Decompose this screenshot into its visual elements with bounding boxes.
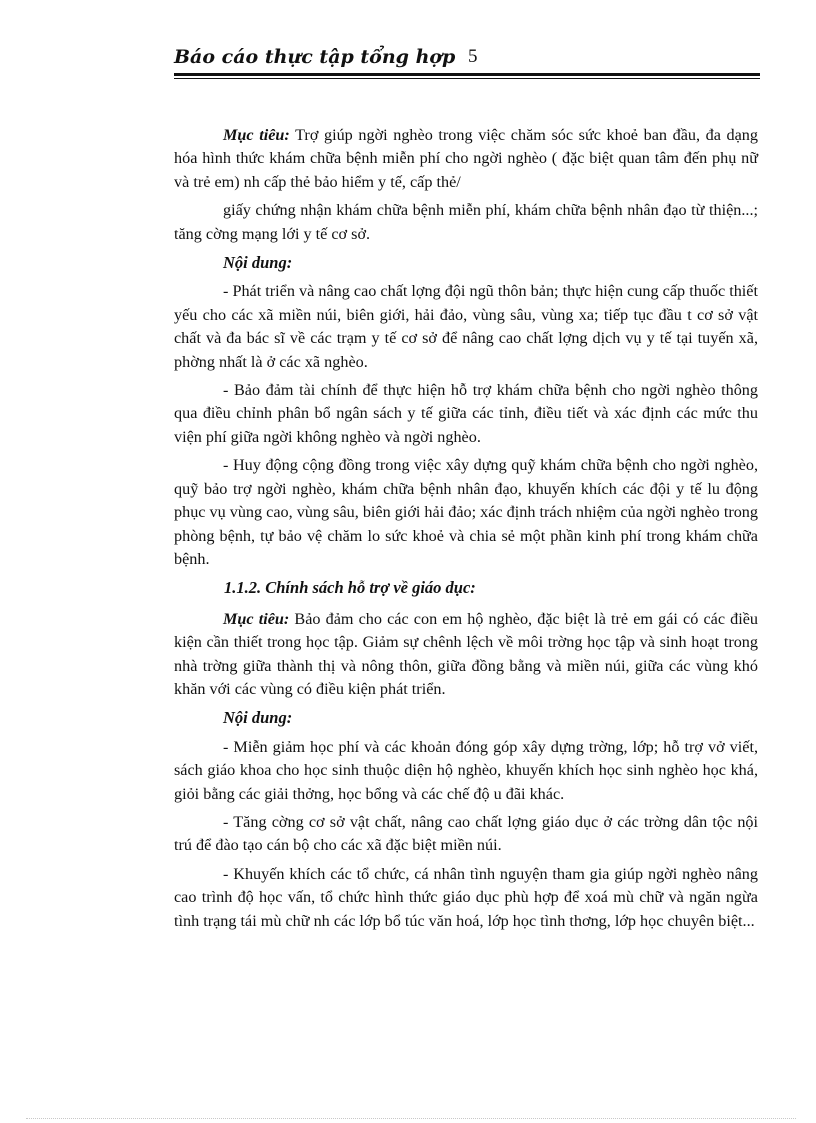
header-rule-thick xyxy=(174,73,760,76)
page-header xyxy=(174,46,760,78)
education-content-heading: Nội dung: xyxy=(223,708,293,728)
education-item-3: - Khuyến khích các tổ chức, cá nhân tình nguyện tham gia giúp ngời nghèo nâng cao trình độ học vấn, tổ chức hình thức giáo dục phù hợp để xoá mù chữ và ngăn ngừa tình trạng tái mù chữ nh các lớp bổ túc văn hoá, lớp học tình thơng, lớp học chuyên biệt... xyxy=(174,864,758,930)
health-content-heading: Nội dung: xyxy=(223,253,293,273)
footer-dotted-line xyxy=(26,1118,796,1119)
health-item-3: - Huy động cộng đồng trong việc xây dựng quỹ khám chữa bệnh cho ngời nghèo, quỹ bảo trợ ngời nghèo, khám chữa bệnh nhân đạo, khuyến khích các đội y tế lu động phục vụ vùng cao, vùng sâu, biên giới hải đảo; xác định trách nhiệm của ngời nghèo trong phòng bệnh, tự bảo vệ chăm lo sức khoẻ và chia sẻ một phần kinh phí trong khám chữa bệnh. xyxy=(174,456,758,568)
health-goal-continuation: giấy chứng nhận khám chữa bệnh miễn phí, khám chữa bệnh nhân đạo từ thiện...; tăng cờng mạng lới y tế cơ sở. xyxy=(174,201,758,243)
education-goal-paragraph xyxy=(174,608,758,702)
health-goal-label: Mục tiêu: xyxy=(223,126,290,144)
education-item-1: - Miễn giảm học phí và các khoản đóng góp xây dựng trờng, lớp; hỗ trợ vở viết, sách giáo khoa cho học sinh thuộc diện hộ nghèo, khuyến khích học sinh nghèo học khá, giỏi bằng các giải thởng, học bổng và các chế độ u đãi khác. xyxy=(174,737,758,803)
health-item-1: - Phát triển và nâng cao chất lợng đội ngũ thôn bản; thực hiện cung cấp thuốc thiết yếu cho các xã miền núi, biên giới, hải đảo, vùng sâu, vùng xa; tiếp tục đầu t cơ sở vật chất và đa bác sĩ về các trạm y tế cơ sở để nâng cao chất lợng dịch vụ y tế tại tuyến xã, phờng nhất là ở các xã nghèo. xyxy=(174,282,758,371)
health-item-2: - Bảo đảm tài chính để thực hiện hỗ trợ khám chữa bệnh cho ngời nghèo thông qua điều chỉnh phân bổ ngân sách y tế giữa các tỉnh, điều tiết và xác định các mức thu viện phí giữa ngời không nghèo và ngời nghèo. xyxy=(174,381,758,446)
health-goal-text: Trợ giúp ngời nghèo trong việc chăm sóc sức khoẻ ban đầu, đa dạng hóa hình thức khám chữa bệnh miễn phí cho ngời nghèo ( đặc biệt quan tâm đến phụ nữ và trẻ em) nh cấp thẻ bảo hiểm y tế, cấp thẻ/ xyxy=(174,126,758,191)
health-goal-paragraph xyxy=(174,124,758,194)
header-title: Báo cáo thực tập tổng hợp xyxy=(174,46,456,68)
education-item-2: - Tăng cờng cơ sở vật chất, nâng cao chất lợng giáo dục ở các trờng dân tộc nội trú để đào tạo cán bộ cho các xã đặc biệt miền núi. xyxy=(174,812,758,855)
document-body xyxy=(174,124,758,938)
education-section-title: 1.1.2. Chính sách hỗ trợ về giáo dục: xyxy=(224,578,476,598)
header-rule-thin xyxy=(174,78,760,79)
page-number: 5 xyxy=(468,46,478,67)
education-goal-label: Mục tiêu: xyxy=(223,609,290,628)
education-goal-text: Bảo đảm cho các con em hộ nghèo, đặc biệt là trẻ em gái có các điều kiện cần thiết trong học tập. Giảm sự chênh lệch về môi trờng học tập và sinh hoạt trong nhà trờng giữa thành thị và nông thôn, giữa đồng bằng và miền núi, giữa các vùng khó khăn với các vùng có điều kiện phát triển. xyxy=(174,609,758,698)
